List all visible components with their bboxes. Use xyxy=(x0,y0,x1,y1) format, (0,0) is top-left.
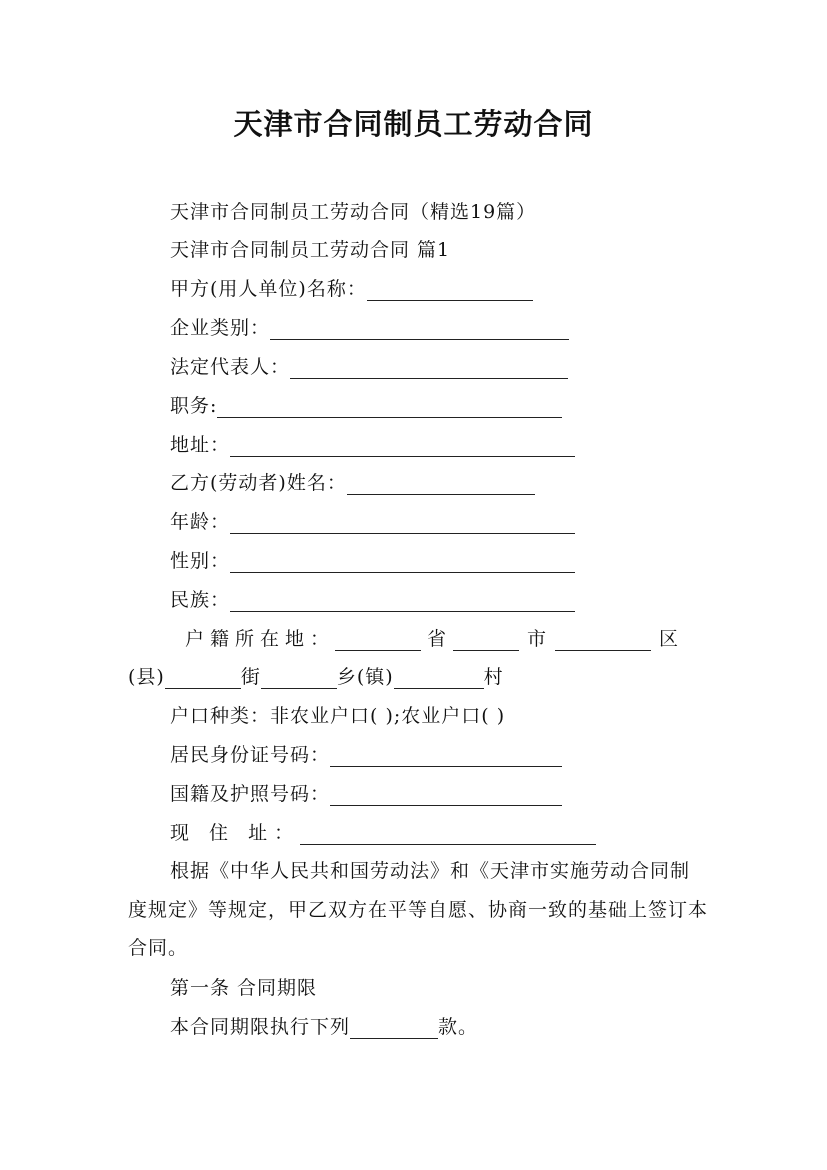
field-label: 甲方(用人单位)名称： xyxy=(170,278,367,300)
field-label: 法定代表人： xyxy=(170,356,291,378)
fill-blank xyxy=(330,746,562,767)
fill-blank xyxy=(367,280,533,301)
fill-blank xyxy=(230,513,575,534)
preamble-text: 根据《中华人民共和国劳动法》和《天津市实施劳动合同制度规定》等规定，甲乙双方在平等自愿、协商一致的基础上签订本合同。 xyxy=(128,860,709,959)
street-label: 街 xyxy=(240,666,261,688)
field-employer-name xyxy=(170,277,533,301)
field-label: 乙方(劳动者)姓名： xyxy=(170,472,347,494)
field-label: 性别： xyxy=(170,550,231,572)
field-age xyxy=(170,510,575,534)
village-label: 村 xyxy=(483,666,504,688)
field-label: 职务: xyxy=(170,395,218,417)
field-legal-rep xyxy=(170,355,568,379)
fill-blank xyxy=(394,668,484,689)
fill-blank xyxy=(230,552,575,573)
township-label: 乡(镇) xyxy=(336,666,394,688)
field-household-registration xyxy=(185,627,679,651)
field-label: 国籍及护照号码： xyxy=(170,783,331,805)
city-label: 市 xyxy=(527,628,548,650)
province-label: 省 xyxy=(427,628,448,650)
fill-blank xyxy=(350,1018,438,1039)
fill-blank xyxy=(330,785,562,806)
field-label: 现 住 址： xyxy=(170,822,301,844)
field-label: 居民身份证号码： xyxy=(170,744,331,766)
fill-blank xyxy=(270,319,569,340)
preamble-paragraph xyxy=(128,852,708,968)
fill-blank xyxy=(290,358,568,379)
fill-blank xyxy=(217,397,562,418)
fill-blank xyxy=(165,668,241,689)
field-ethnicity xyxy=(170,588,575,612)
fill-blank xyxy=(230,591,575,612)
clause-text-end: 款。 xyxy=(438,1016,479,1038)
field-position xyxy=(170,394,562,418)
document-title: 天津市合同制员工劳动合同 xyxy=(233,107,594,141)
fill-blank xyxy=(347,474,535,495)
fill-blank xyxy=(555,630,651,651)
contract-subtitle: 天津市合同制员工劳动合同（精选19篇） xyxy=(170,201,537,223)
field-employee-name xyxy=(170,471,535,495)
field-household-type: 户口种类：非农业户口( );农业户口( ) xyxy=(170,705,506,727)
fill-blank xyxy=(261,668,337,689)
field-label: 户籍所在地： xyxy=(185,628,336,650)
section-heading: 天津市合同制员工劳动合同 篇1 xyxy=(170,239,451,261)
field-label: 年龄： xyxy=(170,511,231,533)
field-household-registration-cont xyxy=(128,665,504,689)
field-id-number xyxy=(170,743,562,767)
article-heading: 第一条 合同期限 xyxy=(170,977,318,999)
district-label: 区 xyxy=(659,628,680,650)
field-gender xyxy=(170,549,575,573)
field-label: 企业类别： xyxy=(170,317,271,339)
fill-blank xyxy=(453,630,519,651)
clause-text: 本合同期限执行下列 xyxy=(170,1016,351,1038)
field-enterprise-type xyxy=(170,316,569,340)
field-address xyxy=(170,433,575,457)
field-current-address xyxy=(170,821,596,845)
fill-blank xyxy=(300,824,596,845)
field-label: 民族： xyxy=(170,589,231,611)
county-label: (县) xyxy=(128,666,165,688)
fill-blank xyxy=(335,630,421,651)
field-passport xyxy=(170,782,562,806)
fill-blank xyxy=(230,436,575,457)
field-label: 地址： xyxy=(170,434,231,456)
term-clause xyxy=(170,1015,478,1039)
